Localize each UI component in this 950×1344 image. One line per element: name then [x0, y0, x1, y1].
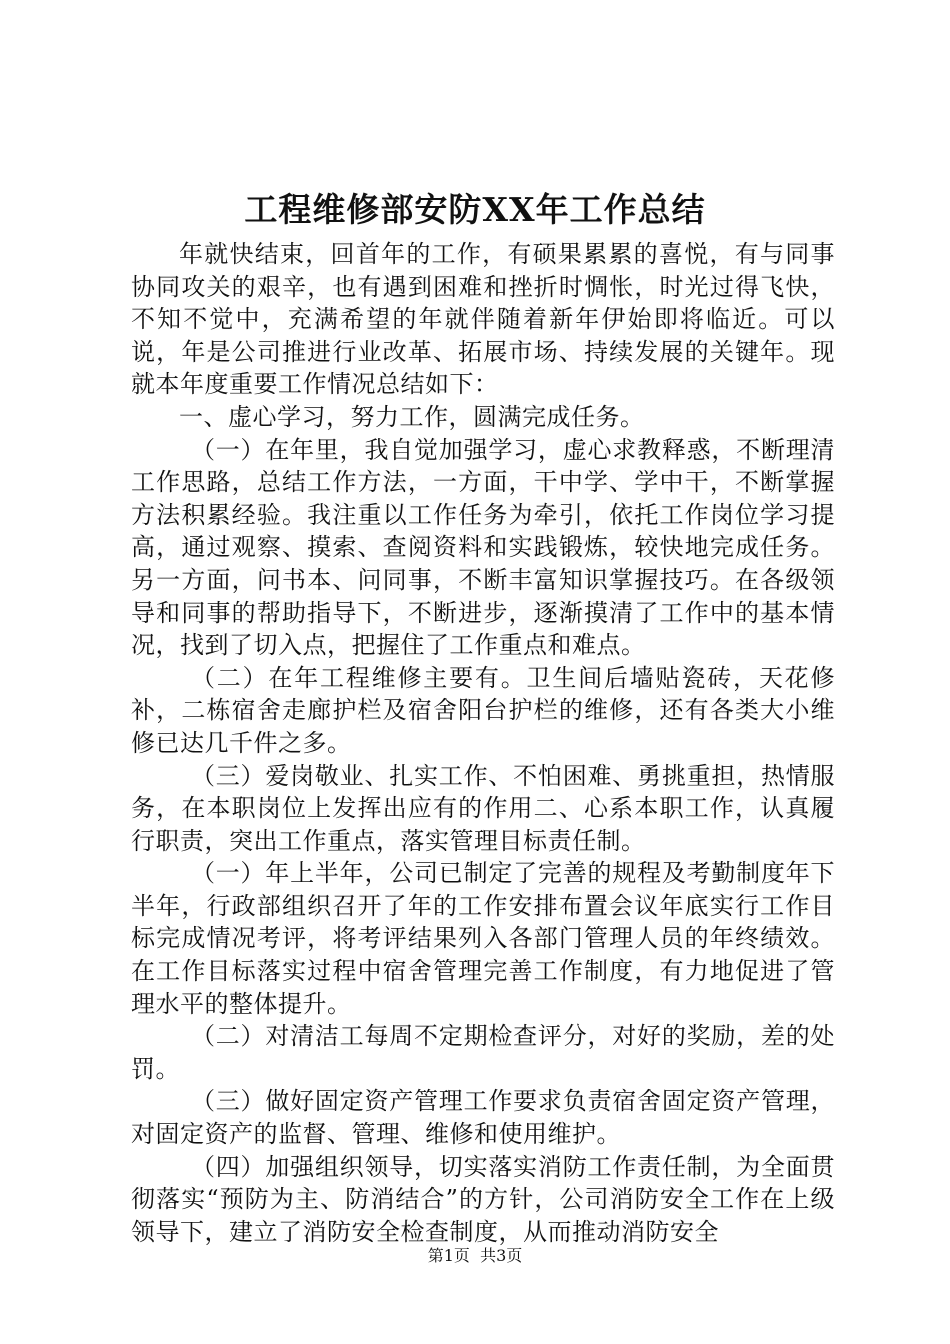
paragraph-item-2-1: （一）年上半年，公司已制定了完善的规程及考勤制度年下半年，行政部组织召开了年的工作安排布置会议年底实行工作目标完成情况考评，将考评结果列入各部门管理人员的年终绩效。在工作目标落实过程中宿舍管理完善工作制度，有力地促进了管理水平的整体提升。 [131, 859, 835, 1018]
paragraph-intro: 年就快结束，回首年的工作，有硕果累累的喜悦，有与同事协同攻关的艰辛，也有遇到困难和挫折时惆怅，时光过得飞快，不知不觉中，充满希望的年就伴随着新年伊始即将临近。可以说，年是公司推进行业改革、拓展市场、持续发展的关键年。现就本年度重要工作情况总结如下： [131, 240, 835, 399]
paragraph-item-1-3: （三）爱岗敬业、扎实工作、不怕困难、勇挑重担，热情服务，在本职岗位上发挥出应有的作用二、心系本职工作，认真履行职责，突出工作重点，落实管理目标责任制。 [131, 761, 835, 855]
paragraph-item-1-1: （一）在年里，我自觉加强学习，虚心求教释惑，不断理清工作思路，总结工作方法，一方面，干中学、学中干，不断掌握方法积累经验。我注重以工作任务为牵引，依托工作岗位学习提高，通过观察、摸索、查阅资料和实践锻炼，较快地完成任务。另一方面，问书本、问同事，不断丰富知识掌握技巧。在各级领导和同事的帮助指导下，不断进步，逐渐摸清了工作中的基本情况，找到了切入点，把握住了工作重点和难点。 [131, 435, 835, 660]
page-number: 第1页 [427, 1246, 470, 1265]
paragraph-item-2-4: （四）加强组织领导，切实落实消防工作责任制，为全面贯彻落实“预防为主、防消结合”的方针，公司消防安全工作在上级领导下，建立了消防安全检查制度，从而推动消防安全 [131, 1152, 835, 1246]
document-body [131, 238, 835, 1248]
page-total: 共3页 [480, 1246, 523, 1265]
paragraph-item-2-2: （二）对清洁工每周不定期检查评分，对好的奖励，差的处罚。 [131, 1022, 835, 1083]
paragraph-item-2-3: （三）做好固定资产管理工作要求负责宿舍固定资产管理，对固定资产的监督、管理、维修和使用维护。 [131, 1087, 835, 1149]
page-footer [0, 1244, 950, 1268]
document-title: 工程维修部安防XX年工作总结 [244, 190, 706, 229]
paragraph-section-1-heading: 一、虚心学习，努力工作，圆满完成任务。 [179, 402, 645, 431]
paragraph-item-1-2: （二）在年工程维修主要有。卫生间后墙贴瓷砖，天花修补，二栋宿舍走廊护栏及宿舍阳台护栏的维修，还有各类大小维修已达几千件之多。 [131, 663, 835, 757]
